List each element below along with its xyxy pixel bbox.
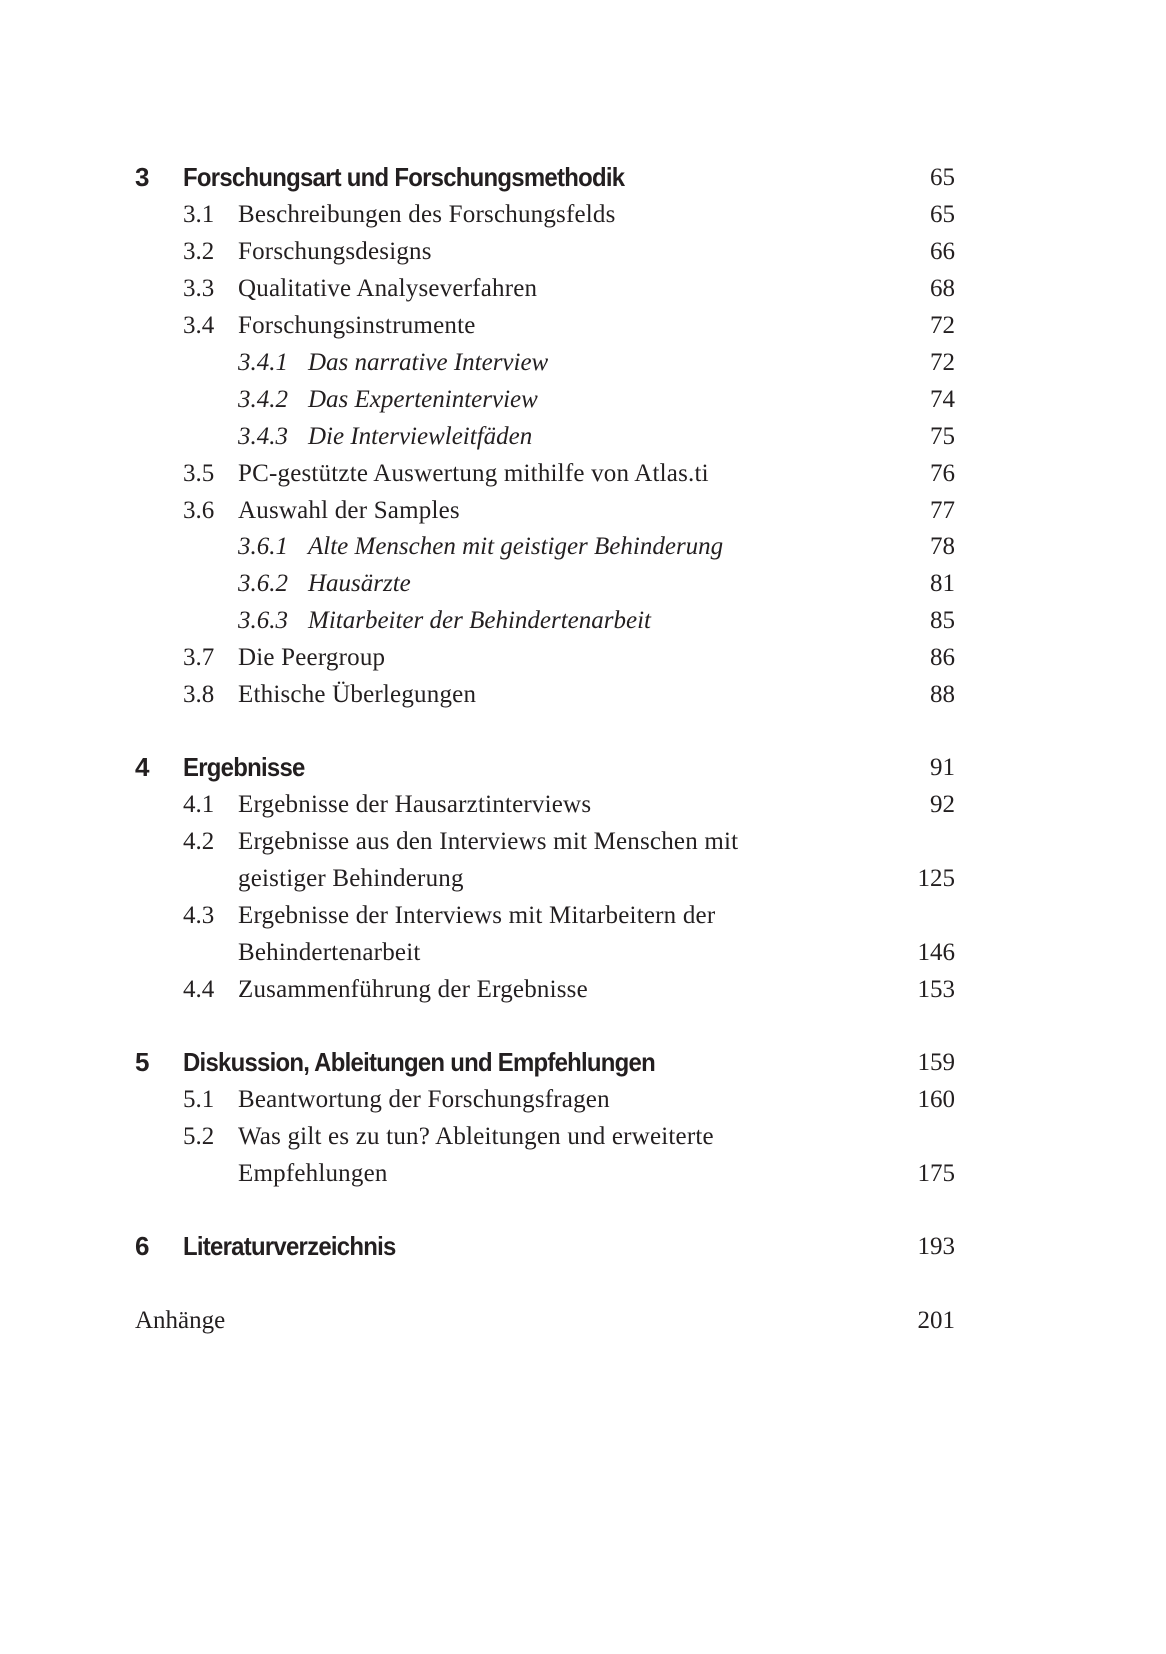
section-title: Beschreibungen des Forschungsfelds (238, 201, 616, 228)
toc-subsection-3-4-1[interactable] (0, 344, 1166, 381)
chapter-title: Ergebnisse (183, 752, 305, 782)
section-title: Ergebnisse der Hausarztinterviews (238, 791, 592, 818)
subsection-number: 3.4.1 (238, 349, 288, 376)
section-number: 3.5 (183, 460, 215, 487)
section-title: Zusammenführung der Ergebnisse (238, 976, 588, 1003)
subsection-title: Mitarbeiter der Behindertenarbeit (308, 607, 651, 634)
section-title-line-1: Ergebnisse aus den Interviews mit Menschen mit (238, 828, 739, 855)
toc-chapter-6[interactable] (0, 1228, 1166, 1265)
subsection-title: Die Interviewleitfäden (308, 423, 533, 450)
section-number: 3.8 (183, 681, 215, 708)
section-title: Forschungsdesigns (238, 238, 432, 265)
page-number: 72 (930, 312, 955, 339)
section-title-line-1: Was gilt es zu tun? Ableitungen und erweiterte (238, 1123, 714, 1150)
toc-subsection-3-4-2[interactable] (0, 381, 1166, 418)
subsection-number: 3.6.1 (238, 533, 288, 560)
subsection-number: 3.4.2 (238, 386, 288, 413)
toc-section-3-3[interactable] (0, 270, 1166, 307)
toc-section-4-1[interactable] (0, 786, 1166, 823)
page-number: 78 (930, 533, 955, 560)
section-title-line-2: Behindertenarbeit (238, 939, 421, 966)
subsection-number: 3.6.2 (238, 570, 288, 597)
section-title-line-2: geistiger Behinderung (238, 865, 464, 892)
toc-section-4-2-continued[interactable] (0, 860, 1166, 897)
section-title: Ethische Überlegungen (238, 681, 477, 708)
section-number: 4.1 (183, 791, 215, 818)
section-number: 4.4 (183, 976, 215, 1003)
toc-appendix[interactable] (0, 1302, 1166, 1339)
page-number: 77 (930, 497, 955, 524)
page-number: 76 (930, 460, 955, 487)
chapter-number: 3 (135, 162, 149, 192)
toc-subsection-3-6-2[interactable] (0, 565, 1166, 602)
section-number: 4.2 (183, 828, 215, 855)
page-number: 81 (930, 570, 955, 597)
section-number: 3.4 (183, 312, 215, 339)
section-title: Qualitative Analyseverfahren (238, 275, 538, 302)
toc-section-3-8[interactable] (0, 676, 1166, 713)
page-number: 146 (917, 939, 955, 966)
page-number: 66 (930, 238, 955, 265)
page-number: 86 (930, 644, 955, 671)
toc-section-3-6[interactable] (0, 492, 1166, 529)
page-number: 159 (917, 1049, 955, 1076)
toc-section-4-3[interactable] (0, 897, 1166, 934)
page-number: 72 (930, 349, 955, 376)
chapter-title: Literaturverzeichnis (183, 1231, 396, 1261)
page-number: 88 (930, 681, 955, 708)
page-number: 74 (930, 386, 955, 413)
page-number: 85 (930, 607, 955, 634)
appendix-title: Anhänge (135, 1307, 226, 1334)
subsection-title: Alte Menschen mit geistiger Behinderung (308, 533, 724, 560)
toc-section-3-4[interactable] (0, 307, 1166, 344)
section-number: 5.1 (183, 1086, 215, 1113)
page-number: 65 (930, 201, 955, 228)
subsection-title: Hausärzte (308, 570, 411, 597)
section-title: Beantwortung der Forschungsfragen (238, 1086, 610, 1113)
chapter-number: 6 (135, 1231, 149, 1261)
chapter-number: 5 (135, 1047, 149, 1077)
subsection-number: 3.4.3 (238, 423, 288, 450)
page-number: 160 (917, 1086, 955, 1113)
section-number: 5.2 (183, 1123, 215, 1150)
page-number: 68 (930, 275, 955, 302)
section-title-line-1: Ergebnisse der Interviews mit Mitarbeitern der (238, 902, 716, 929)
toc-section-4-4[interactable] (0, 971, 1166, 1008)
page-number: 153 (917, 976, 955, 1003)
page-number: 65 (930, 164, 955, 191)
section-title-line-2: Empfehlungen (238, 1160, 388, 1187)
toc-subsection-3-6-3[interactable] (0, 602, 1166, 639)
page-number: 92 (930, 791, 955, 818)
subsection-number: 3.6.3 (238, 607, 288, 634)
toc-subsection-3-4-3[interactable] (0, 418, 1166, 455)
toc-section-3-1[interactable] (0, 196, 1166, 233)
section-number: 3.2 (183, 238, 215, 265)
section-number: 3.6 (183, 497, 215, 524)
section-number: 3.3 (183, 275, 215, 302)
toc-chapter-5[interactable] (0, 1044, 1166, 1081)
section-title: Forschungsinstrumente (238, 312, 476, 339)
section-number: 3.1 (183, 201, 215, 228)
page-number: 125 (917, 865, 955, 892)
section-number: 4.3 (183, 902, 215, 929)
page-number: 193 (917, 1233, 955, 1260)
toc-section-5-2[interactable] (0, 1118, 1166, 1155)
toc-chapter-4[interactable] (0, 749, 1166, 786)
toc-section-4-2[interactable] (0, 823, 1166, 860)
section-number: 3.7 (183, 644, 215, 671)
subsection-title: Das Experteninterview (308, 386, 538, 413)
toc-section-5-2-continued[interactable] (0, 1155, 1166, 1192)
page-number: 175 (917, 1160, 955, 1187)
section-title: Auswahl der Samples (238, 497, 460, 524)
toc-section-4-3-continued[interactable] (0, 934, 1166, 971)
toc-subsection-3-6-1[interactable] (0, 528, 1166, 565)
toc-section-3-7[interactable] (0, 639, 1166, 676)
chapter-number: 4 (135, 752, 149, 782)
section-title: PC-gestützte Auswertung mithilfe von Atlas.ti (238, 460, 709, 487)
chapter-title: Forschungsart und Forschungsmethodik (183, 162, 625, 192)
toc-chapter-3[interactable] (0, 159, 1166, 196)
subsection-title: Das narrative Interview (308, 349, 549, 376)
page-number: 75 (930, 423, 955, 450)
chapter-title: Diskussion, Ableitungen und Empfehlungen (183, 1047, 656, 1077)
section-title: Die Peergroup (238, 644, 386, 671)
page-number: 91 (930, 754, 955, 781)
toc-section-3-5[interactable] (0, 455, 1166, 492)
toc-section-3-2[interactable] (0, 233, 1166, 270)
toc-section-5-1[interactable] (0, 1081, 1166, 1118)
page-number: 201 (917, 1307, 955, 1334)
